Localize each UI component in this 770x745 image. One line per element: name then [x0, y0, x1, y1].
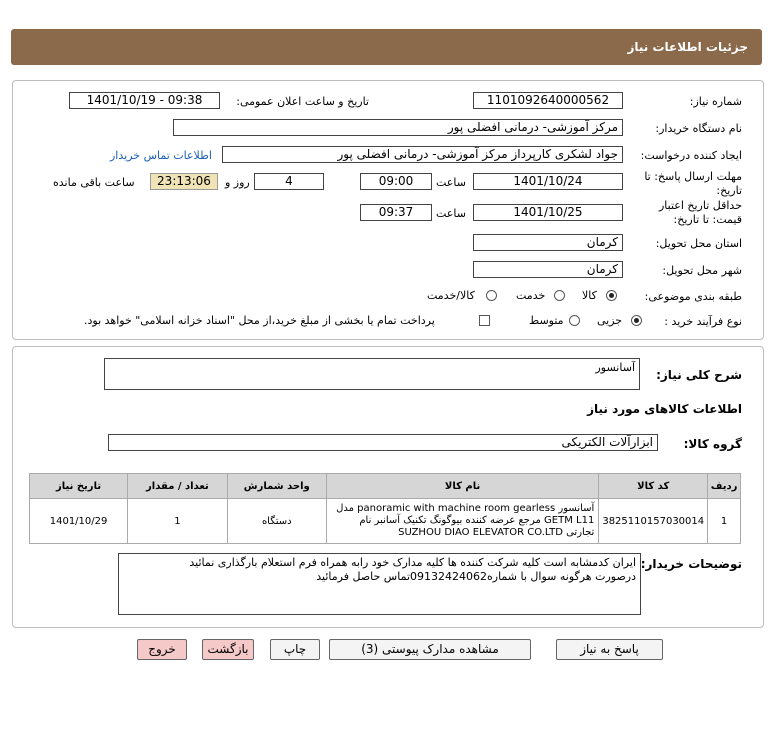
process-note: پرداخت تمام يا بخشی از مبلغ خريد،از محل "اسناد خزانه اسلامی" خواهد بود.: [84, 314, 435, 327]
cell-name-line3: تجارتی SUZHOU DIAO ELEVATOR CO.LTD: [398, 527, 595, 538]
days-label: روز و: [225, 176, 250, 189]
buyer-org-field: مرکز آموزشی- درمانی افضلی پور: [173, 119, 623, 136]
remaining-time-field: 23:13:06: [150, 173, 218, 190]
col-unit: واحد شمارش: [227, 474, 326, 499]
category-option-service: خدمت: [516, 289, 546, 302]
cell-name: [326, 499, 598, 544]
col-date: تاريخ نياز: [30, 474, 128, 499]
page-header: [11, 29, 762, 65]
days-field: 4: [254, 173, 324, 190]
city-label: شهر محل تحويل:: [662, 264, 742, 277]
col-code: کد کالا: [599, 474, 708, 499]
col-row: رديف: [708, 474, 741, 499]
buyer-notes-line1: ایران کدمشابه است کلیه شرکت کننده ها کلیه مدارک خود رابه همراه فرم استعلام بارگذاری نمائید: [189, 556, 636, 569]
category-option-goods: کالا: [582, 289, 597, 302]
treasury-checkbox[interactable]: [479, 315, 490, 326]
category-option-goods-service: کالا/خدمت: [427, 289, 475, 302]
creator-field: جواد لشکری کارپرداز مرکز آموزشی- درمانی افضلی پور: [222, 146, 623, 163]
deadline-time-label: ساعت: [436, 176, 466, 189]
process-option-minor: جزيی: [597, 314, 623, 327]
cell-name-line1: آسانسور panoramic with machine room gearless مدل: [336, 503, 595, 514]
summary-label: شرح کلی نياز:: [656, 368, 742, 382]
process-radio-medium[interactable]: [569, 315, 580, 326]
buyer-notes-label: توضيحات خريدار:: [640, 557, 742, 571]
page-title: جزئيات اطلاعات نياز: [627, 40, 748, 54]
category-radio-goods-service[interactable]: [486, 290, 497, 301]
province-field: کرمان: [473, 234, 623, 251]
cell-name-line2: GETM L11 مرجع عرضه کننده بیوگونگ تکنیک آسانبر نام: [359, 515, 595, 526]
buyer-notes-field: [118, 553, 641, 615]
process-radio-minor[interactable]: [631, 315, 642, 326]
province-label: استان محل تحويل:: [655, 237, 742, 250]
reply-button[interactable]: پاسخ به نياز: [556, 639, 663, 660]
city-field: کرمان: [473, 261, 623, 278]
announce-label: تاريخ و ساعت اعلان عمومی:: [236, 95, 369, 108]
category-radio-service[interactable]: [554, 290, 565, 301]
cell-row: 1: [708, 499, 741, 544]
remaining-label: ساعت باقی مانده: [53, 176, 135, 189]
announce-field: 1401/10/19 - 09:38: [69, 92, 220, 109]
buyer-org-label: نام دستگاه خريدار:: [655, 122, 742, 135]
category-label: طبقه بندی موضوعی:: [644, 290, 742, 303]
items-table: [29, 473, 741, 544]
process-label: نوع فرآيند خريد :: [664, 315, 742, 328]
cell-qty: 1: [128, 499, 228, 544]
exit-button[interactable]: خروج: [137, 639, 187, 660]
validity-time-field: 09:37: [360, 204, 432, 221]
items-heading: اطلاعات کالاهای مورد نياز: [587, 402, 742, 416]
validity-label: حداقل تاريخ اعتبار قيمت: تا تاريخ:: [658, 199, 742, 226]
validity-date-field: 1401/10/25: [473, 204, 623, 221]
table-row: [30, 499, 741, 544]
deadline-time-field: 09:00: [360, 173, 432, 190]
col-name: نام کالا: [326, 474, 598, 499]
attachments-button[interactable]: مشاهده مدارک پيوستی (3): [329, 639, 531, 660]
process-option-medium: متوسط: [529, 314, 564, 327]
deadline-date-field: 1401/10/24: [473, 173, 623, 190]
print-button[interactable]: چاپ: [270, 639, 320, 660]
cell-date: 1401/10/29: [30, 499, 128, 544]
need-number-label: شماره نياز:: [689, 95, 742, 108]
back-button[interactable]: بازگشت: [202, 639, 254, 660]
category-radio-goods[interactable]: [606, 290, 617, 301]
buyer-notes-line2: درصورت هرگونه سوال با شماره09132424062تماس حاصل فرمائید: [316, 570, 636, 583]
cell-unit: دستگاه: [227, 499, 326, 544]
validity-time-label: ساعت: [436, 207, 466, 220]
buyer-contact-link[interactable]: اطلاعات تماس خريدار: [110, 149, 212, 162]
group-label: گروه کالا:: [683, 437, 742, 451]
summary-field: آسانسور: [104, 358, 640, 390]
cell-code: 3825110157030014: [599, 499, 708, 544]
col-qty: تعداد / مقدار: [128, 474, 228, 499]
need-number-field: 1101092640000562: [473, 92, 623, 109]
deadline-label: مهلت ارسال پاسخ: تا تاريخ:: [644, 170, 742, 197]
creator-label: ايجاد کننده درخواست:: [640, 149, 742, 162]
group-field: ابزارآلات الکتريکی: [108, 434, 658, 451]
